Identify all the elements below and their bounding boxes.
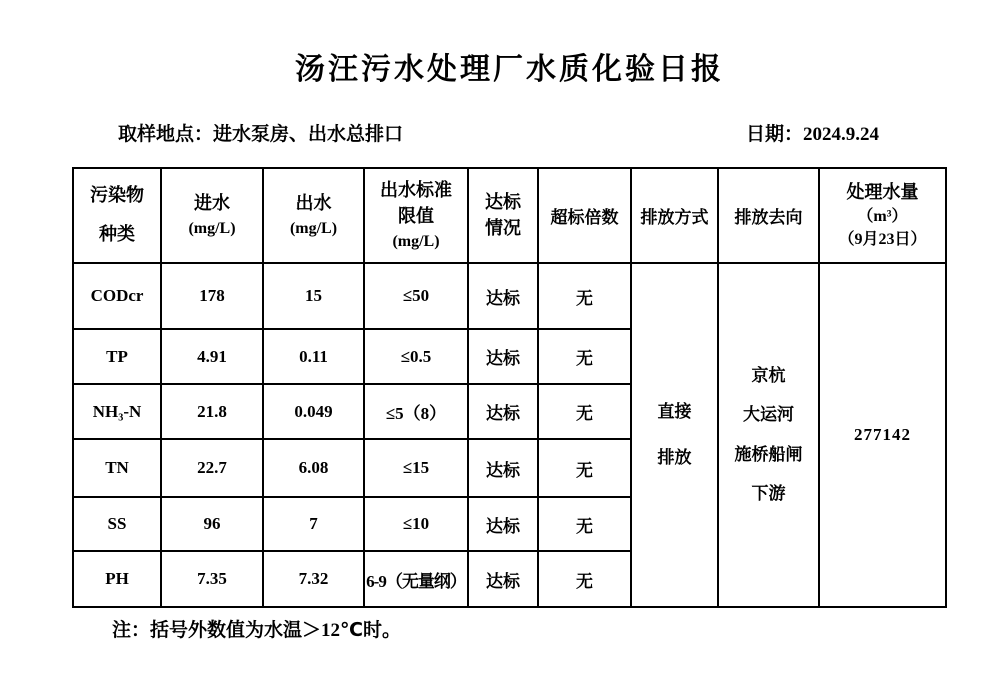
cell-exceed: 无	[538, 551, 631, 607]
discharge-destination-line: 大运河	[743, 405, 794, 425]
cell-influent: 21.8	[161, 384, 263, 439]
header-line: 限值	[398, 205, 434, 226]
header-line: 种类	[99, 224, 135, 244]
cell-pollutant: PH	[73, 551, 161, 607]
cell-effluent: 0.11	[263, 329, 364, 384]
cell-discharge-destination	[718, 263, 819, 607]
page-title: 汤汪污水处理厂水质化验日报	[295, 53, 724, 86]
cell-exceed: 无	[538, 497, 631, 551]
cell-influent: 4.91	[161, 329, 263, 384]
cell-compliance: 达标	[468, 439, 538, 497]
cell-pollutant: SS	[73, 497, 161, 551]
cell-limit: ≤15	[364, 439, 468, 497]
cell-limit: ≤10	[364, 497, 468, 551]
cell-exceed: 无	[538, 384, 631, 439]
cell-limit: ≤5（8）	[364, 384, 468, 439]
cell-compliance: 达标	[468, 497, 538, 551]
header-date: （9月23日）	[838, 231, 927, 249]
cell-effluent: 0.049	[263, 384, 364, 439]
cell-influent: 7.35	[161, 551, 263, 607]
header-unit: (mg/L)	[289, 219, 338, 237]
cell-pollutant: TN	[73, 439, 161, 497]
cell-compliance: 达标	[468, 551, 538, 607]
cell-pollutant: CODcr	[73, 263, 161, 329]
cell-effluent: 7.32	[263, 551, 364, 607]
col-header-compliance	[468, 168, 538, 263]
cell-effluent: 7	[263, 497, 364, 551]
discharge-mode-line: 直接	[657, 401, 692, 421]
cell-compliance: 达标	[468, 263, 538, 329]
col-header-influent	[161, 168, 263, 263]
discharge-destination-line: 京杭	[751, 365, 786, 385]
table-row-codcr	[73, 263, 946, 329]
cell-pollutant: NH₃-N	[73, 384, 161, 439]
cell-compliance: 达标	[468, 329, 538, 384]
cell-influent: 22.7	[161, 439, 263, 497]
header-unit: (mg/L)	[188, 219, 236, 237]
cell-exceed: 无	[538, 439, 631, 497]
water-quality-table	[72, 167, 947, 608]
col-header-discharge-mode: 排放方式	[631, 168, 718, 263]
cell-limit: ≤50	[364, 263, 468, 329]
discharge-mode-line: 排放	[657, 448, 692, 467]
report-date-label: 日期：2024.9.24	[746, 124, 880, 145]
cell-discharge-mode	[631, 263, 718, 607]
col-header-exceed-ratio: 超标倍数	[538, 168, 631, 263]
table-header-row	[73, 168, 946, 263]
header-line: 情况	[485, 217, 521, 238]
discharge-destination-line: 下游	[751, 483, 786, 503]
cell-effluent: 6.08	[263, 439, 364, 497]
header-line: 达标	[485, 191, 521, 212]
cell-compliance: 达标	[468, 384, 538, 439]
cell-influent: 96	[161, 497, 263, 551]
col-header-effluent	[263, 168, 364, 263]
cell-effluent: 15	[263, 263, 364, 329]
discharge-destination-line: 施桥船闸	[734, 444, 803, 464]
cell-treated-volume: 277142	[819, 263, 946, 607]
cell-influent: 178	[161, 263, 263, 329]
cell-exceed: 无	[538, 263, 631, 329]
footnote: 注：括号外数值为水温＞12℃时。	[112, 620, 402, 641]
header-line: 污染物	[90, 185, 144, 206]
col-header-standard-limit	[364, 168, 468, 263]
cell-limit: ≤0.5	[364, 329, 468, 384]
cell-exceed: 无	[538, 329, 631, 384]
cell-limit: 6-9（无量纲）	[364, 551, 468, 607]
header-line: 处理水量	[846, 181, 919, 202]
sampling-location-label: 取样地点：进水泵房、出水总排口	[118, 124, 404, 145]
col-header-treated-volume	[819, 168, 946, 263]
col-header-discharge-destination: 排放去向	[718, 168, 819, 263]
header-unit: (mg/L)	[392, 232, 440, 250]
col-header-pollutant	[73, 168, 161, 263]
cell-pollutant: TP	[73, 329, 161, 384]
header-line: 出水标准	[380, 180, 452, 201]
header-unit: （m³）	[857, 208, 908, 226]
header-line: 出水	[295, 193, 332, 214]
header-line: 进水	[194, 193, 230, 214]
